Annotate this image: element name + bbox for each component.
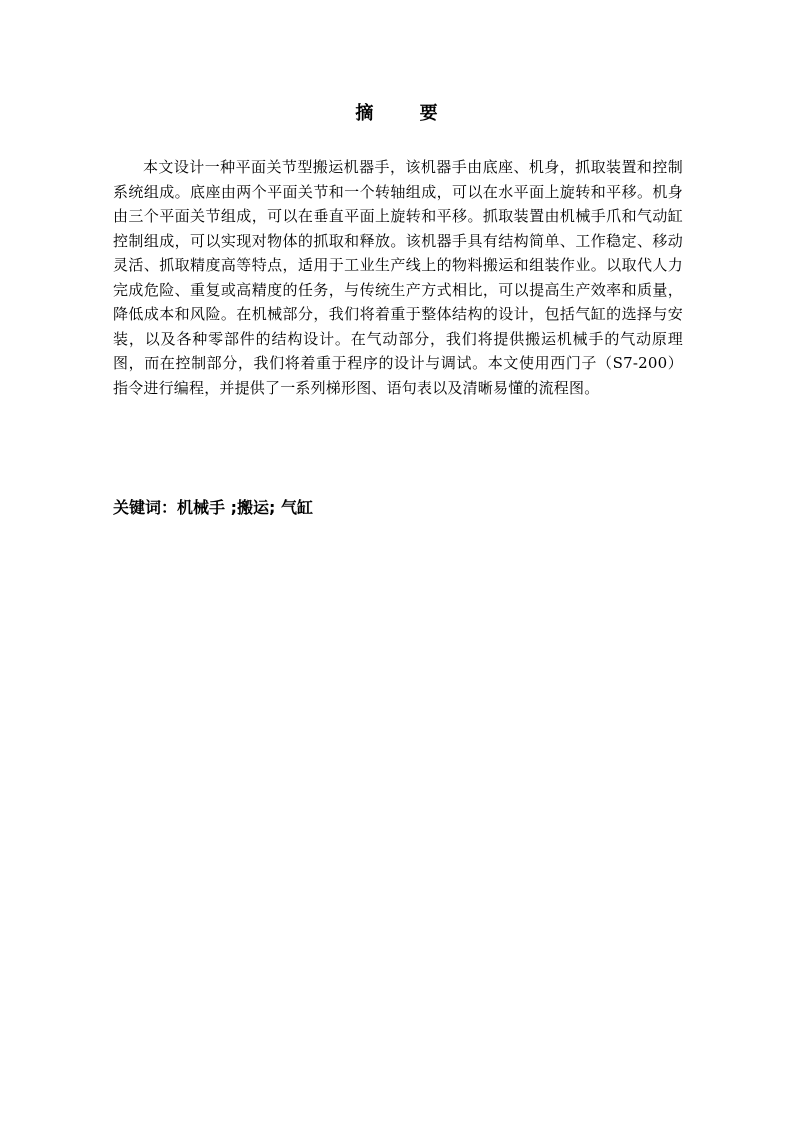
- keywords-line: 关键词：机械手 ;搬运; 气缸: [113, 498, 313, 517]
- abstract-paragraph: 本文设计一种平面关节型搬运机器手，该机器手由底座、机身，抓取装置和控制系统组成。底座由两个平面关节和一个转轴组成，可以在水平面上旋转和平移。机身由三个平面关节组成，可以在垂直平面上旋转和平移。抓取装置由机械手爪和气动缸控制组成，可以实现对物体的抓取和释放。该机器手具有结构简单、工作稳定、移动灵活、抓取精度高等特点，适用于工业生产线上的物料搬运和组装作业。以取代人力完成危险、重复或高精度的任务，与传统生产方式相比，可以提高生产效率和质量，降低成本和风险。在机械部分，我们将着重于整体结构的设计，包括气缸的选择与安装，以及各种零部件的结构设计。在气动部分，我们将提供搬运机械手的气动原理图，而在控制部分，我们将着重于程序的设计与调试。本文使用西门子（S7-200）指令进行编程，并提供了一系列梯形图、语句表以及清晰易懂的流程图。: [113, 158, 683, 397]
- abstract-title: 摘 要: [355, 103, 458, 124]
